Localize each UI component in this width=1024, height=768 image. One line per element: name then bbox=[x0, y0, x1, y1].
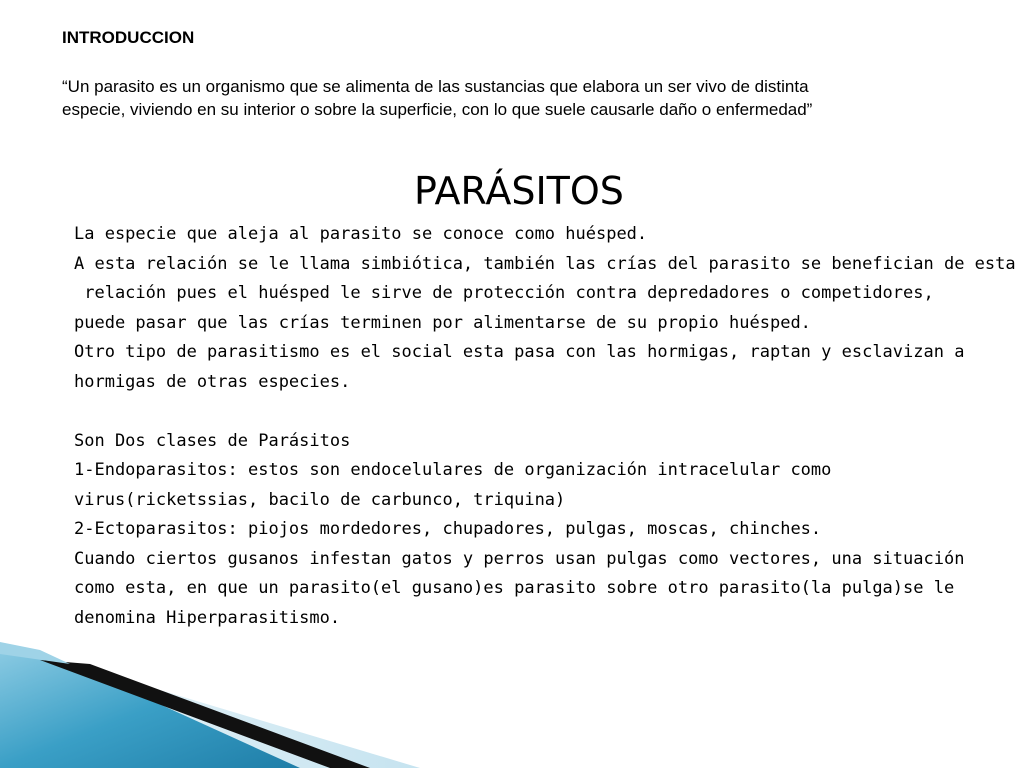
body-line: 2-Ectoparasitos: piojos mordedores, chupadores, pulgas, moscas, chinches. bbox=[74, 519, 822, 539]
intro-heading: INTRODUCCION bbox=[62, 28, 195, 47]
body-line: relación pues el huésped le sirve de protección contra depredadores o competidores, bbox=[74, 283, 934, 303]
intro-quote-line: “Un parasito es un organismo que se alimenta de las sustancias que elabora un ser vivo de distinta bbox=[62, 77, 809, 96]
body-line: 1-Endoparasitos: estos son endocelulares de organización intracelular como bbox=[74, 460, 832, 480]
intro-quote-line: especie, viviendo en su interior o sobre la superficie, con lo que suele causarle daño o enfermedad” bbox=[62, 100, 813, 119]
body-line: Son Dos clases de Parásitos bbox=[74, 430, 351, 451]
body-line: hormigas de otras especies. bbox=[74, 371, 351, 392]
body-line: como esta, en que un parasito(el gusano)es parasito sobre otro parasito(la pulga)se le bbox=[74, 578, 955, 598]
slide-title: PARÁSITOS bbox=[414, 169, 624, 213]
body-line: virus(ricketssias, bacilo de carbunco, triquina) bbox=[74, 489, 566, 510]
body-line: La especie que aleja al parasito se conoce como huésped. bbox=[74, 224, 648, 244]
blue-wedge bbox=[0, 648, 300, 768]
body-line: denomina Hiperparasitismo. bbox=[74, 607, 341, 628]
body-line: puede pasar que las crías terminen por alimentarse de su propio huésped. bbox=[74, 312, 811, 333]
body-line: Otro tipo de parasitismo es el social esta pasa con las hormigas, raptan y esclavizan a bbox=[74, 342, 965, 362]
body-line: Cuando ciertos gusanos infestan gatos y perros usan pulgas como vectores, una situación bbox=[74, 548, 965, 569]
body-line: A esta relación se le llama simbiótica, también las crías del parasito se benefician de esta bbox=[74, 253, 1016, 274]
